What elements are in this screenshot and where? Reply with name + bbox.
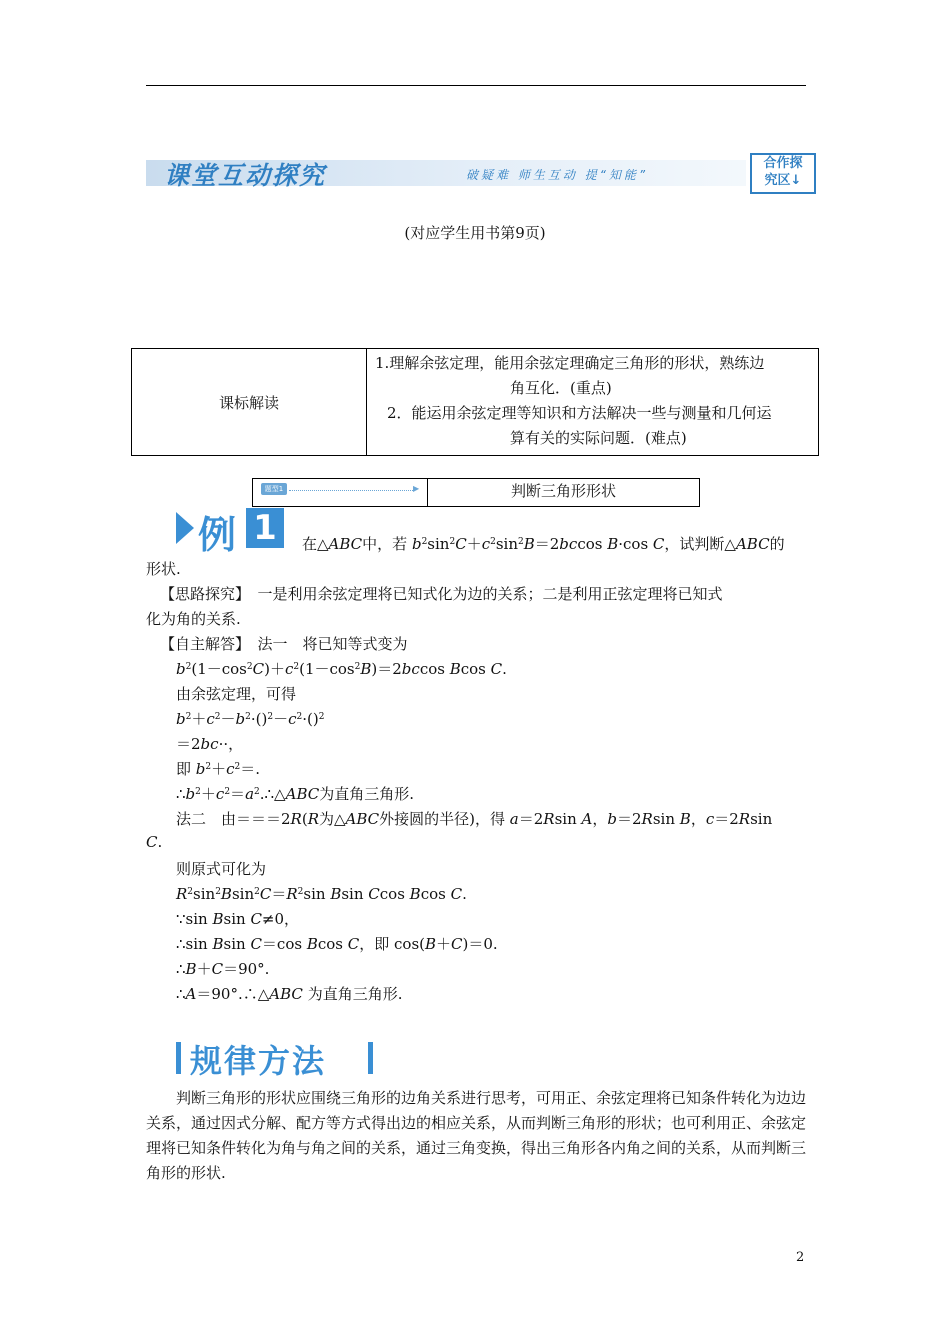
banner-subtitle: 破疑难 师生互动 提“知能” [466, 168, 649, 182]
solution-line-8: C. [146, 833, 163, 851]
solution-heading: 【自主解答】 法一 将已知等式变为 [160, 635, 408, 653]
page-number: 2 [796, 1250, 805, 1265]
standards-item1a: 1.理解余弦定理，能用余弦定理确定三角形的形状，熟练边 [375, 354, 765, 372]
solution-line-2: 由余弦定理，可得 [176, 685, 297, 703]
method-title: 规律方法 [190, 1042, 327, 1080]
topic-tag: 题型1 [261, 483, 287, 495]
example-badge [176, 506, 286, 557]
example-number: 1 [246, 508, 284, 548]
page-reference: (对应学生用书第9页) [404, 224, 546, 242]
topic-label-cell [253, 479, 428, 506]
solution-line-11: ∵sin Bsin C≠0， [176, 910, 300, 928]
solution-line-7: 法二 由＝＝＝2R(R为△ABC外接圆的半径)，得 a＝2Rsin A，b＝2Rsin B，c＝2Rsin [176, 810, 773, 828]
banner-title: 课堂互动探究 [164, 161, 327, 190]
section-banner [146, 150, 816, 196]
topic-dotted-line [289, 490, 415, 491]
idea-line-1: 【思路探究】 一是利用余弦定理将已知式化为边的关系；二是利用正弦定理将已知式 [160, 585, 723, 603]
topic-title: 判断三角形形状 [510, 482, 616, 500]
example-char: 例 [198, 513, 237, 557]
idea-line-2: 化为角的关系. [146, 610, 241, 628]
solution-line-5: 即 $b^2+c^2=$. [176, 760, 261, 778]
standards-table [131, 348, 819, 456]
banner-box-line1: 合作探 [763, 156, 803, 171]
problem-line-2: 形状. [146, 560, 181, 578]
arrow-right-icon: ▶ [413, 484, 420, 493]
standards-item2b: 算有关的实际问题．(难点) [510, 429, 687, 447]
standards-label: 课标解读 [132, 349, 367, 456]
solution-line-3: $b^2+c^2-b^2\cdot()^2-c^2\cdot()^2$ [176, 710, 325, 728]
solution-line-10: $R^2\sin^2Bsin^2C=R^2\sin$ Bsin Ccos Bcos C. [176, 885, 467, 903]
solution-line-4: ＝2bc··， [176, 735, 244, 753]
triangle-icon [176, 512, 194, 544]
solution-line-13: ∴B＋C＝90°. [176, 960, 270, 978]
banner-box [750, 153, 816, 194]
topic-bar [252, 478, 700, 507]
top-rule [146, 85, 806, 86]
standards-item2a: 2．能运用余弦定理等知识和方法解决一些与测量和几何运 [387, 404, 772, 422]
method-bar-left [176, 1042, 181, 1074]
problem-line-1: 在△ABC中，若 $b^2\sin^2C+c^2\sin^2B=2bccos$ B·cos C，试判断△ABC的 [302, 535, 785, 553]
solution-line-14: ∴A＝90°.∴△ABC 为直角三角形. [176, 985, 403, 1003]
solution-line-1: $b^2(1-\cos^2C)+c^2(1-\cos^2B)=2bccos$ Bcos C. [176, 660, 507, 678]
standards-item1b: 角互化．(重点) [510, 379, 612, 397]
solution-line-12: ∴sin Bsin C＝cos Bcos C，即 cos(B＋C)＝0. [176, 935, 498, 953]
banner-box-line2: 究区↓ [764, 173, 802, 188]
method-bar-right [368, 1042, 373, 1074]
method-paragraph: 判断三角形的形状应围绕三角形的边角关系进行思考，可用正、余弦定理将已知条件转化为边边关系，通过因式分解、配方等方式得出边的相应关系，从而判断三角形的形状；也可利用正、余弦定理将已知条件转化为角与角之间的关系，通过三角变换，得出三角形各内角之间的关系，从而判断三角形的形状. [146, 1089, 807, 1182]
standards-content [367, 349, 819, 456]
solution-line-6: $\therefore b^2+c^2=a^2.\therefore\triangle ABC$为直角三角形. [176, 785, 415, 803]
solution-line-9: 则原式可化为 [176, 860, 267, 878]
